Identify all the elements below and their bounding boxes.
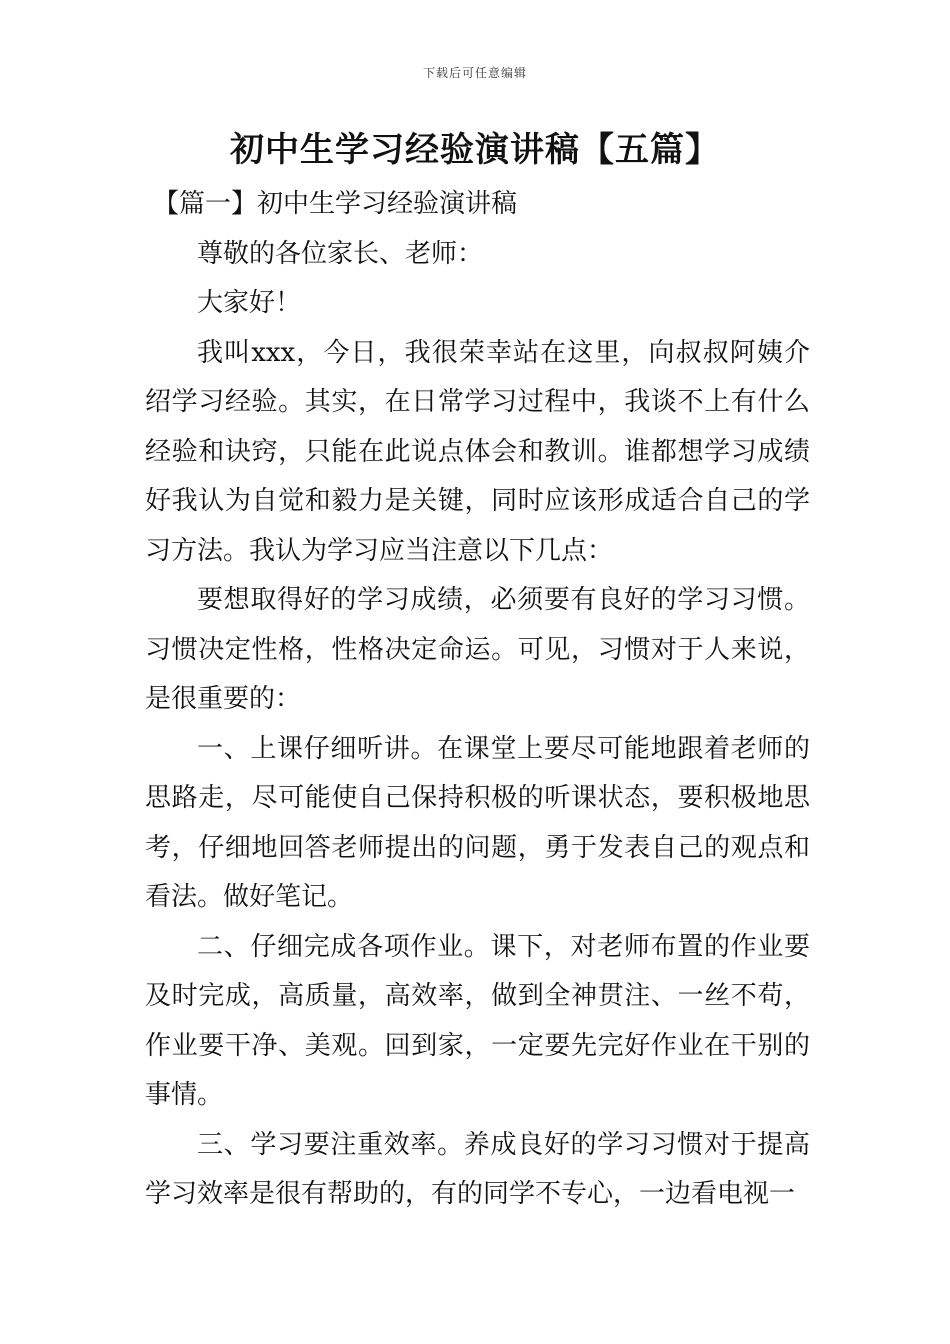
paragraph-salutation: 尊敬的各位家长、老师： — [197, 238, 484, 269]
paragraph-intro: 我叫xxx，今日，我很荣幸站在这里，向叔叔阿姨介绍学习经验。其实，在日常学习过程中，我谈不上有什么经验和诀窍，只能在此说点体会和教训。谁都想学习成绩好我认为自觉和毅力是关键，同时应该形成适合自己的学习方法。我认为学习应当注意以下几点： — [145, 337, 810, 566]
header-note: 下载后可任意编辑 — [422, 66, 527, 80]
paragraph-greeting: 大家好！ — [197, 288, 302, 318]
paragraph-point-one: 一、上课仔细听讲。在课堂上要尽可能地跟着老师的思路走，尽可能使自己保持积极的听课状态，要积极地思考，仔细地回答老师提出的问题，勇于发表自己的观点和看法。做好笔记。 — [145, 733, 810, 912]
document-title: 初中生学习经验演讲稿【五篇】 — [230, 130, 720, 170]
paragraph-point-three: 三、学习要注重效率。养成良好的学习习惯对于提高学习效率是很有帮助的，有的同学不专心，一边看电视一 — [145, 1129, 810, 1209]
paragraph-habits: 要想取得好的学习成绩，必须要有良好的学习习惯。习惯决定性格，性格决定命运。可见，习惯对于人来说，是很重要的： — [145, 585, 810, 714]
section-heading: 【篇一】初中生学习经验演讲稿 — [153, 189, 518, 219]
paragraph-point-two: 二、仔细完成各项作业。课下，对老师布置的作业要及时完成，高质量，高效率，做到全神贯注、一丝不苟，作业要干净、美观。回到家，一定要先完好作业在干别的事情。 — [145, 931, 810, 1110]
document-body — [145, 180, 810, 1220]
